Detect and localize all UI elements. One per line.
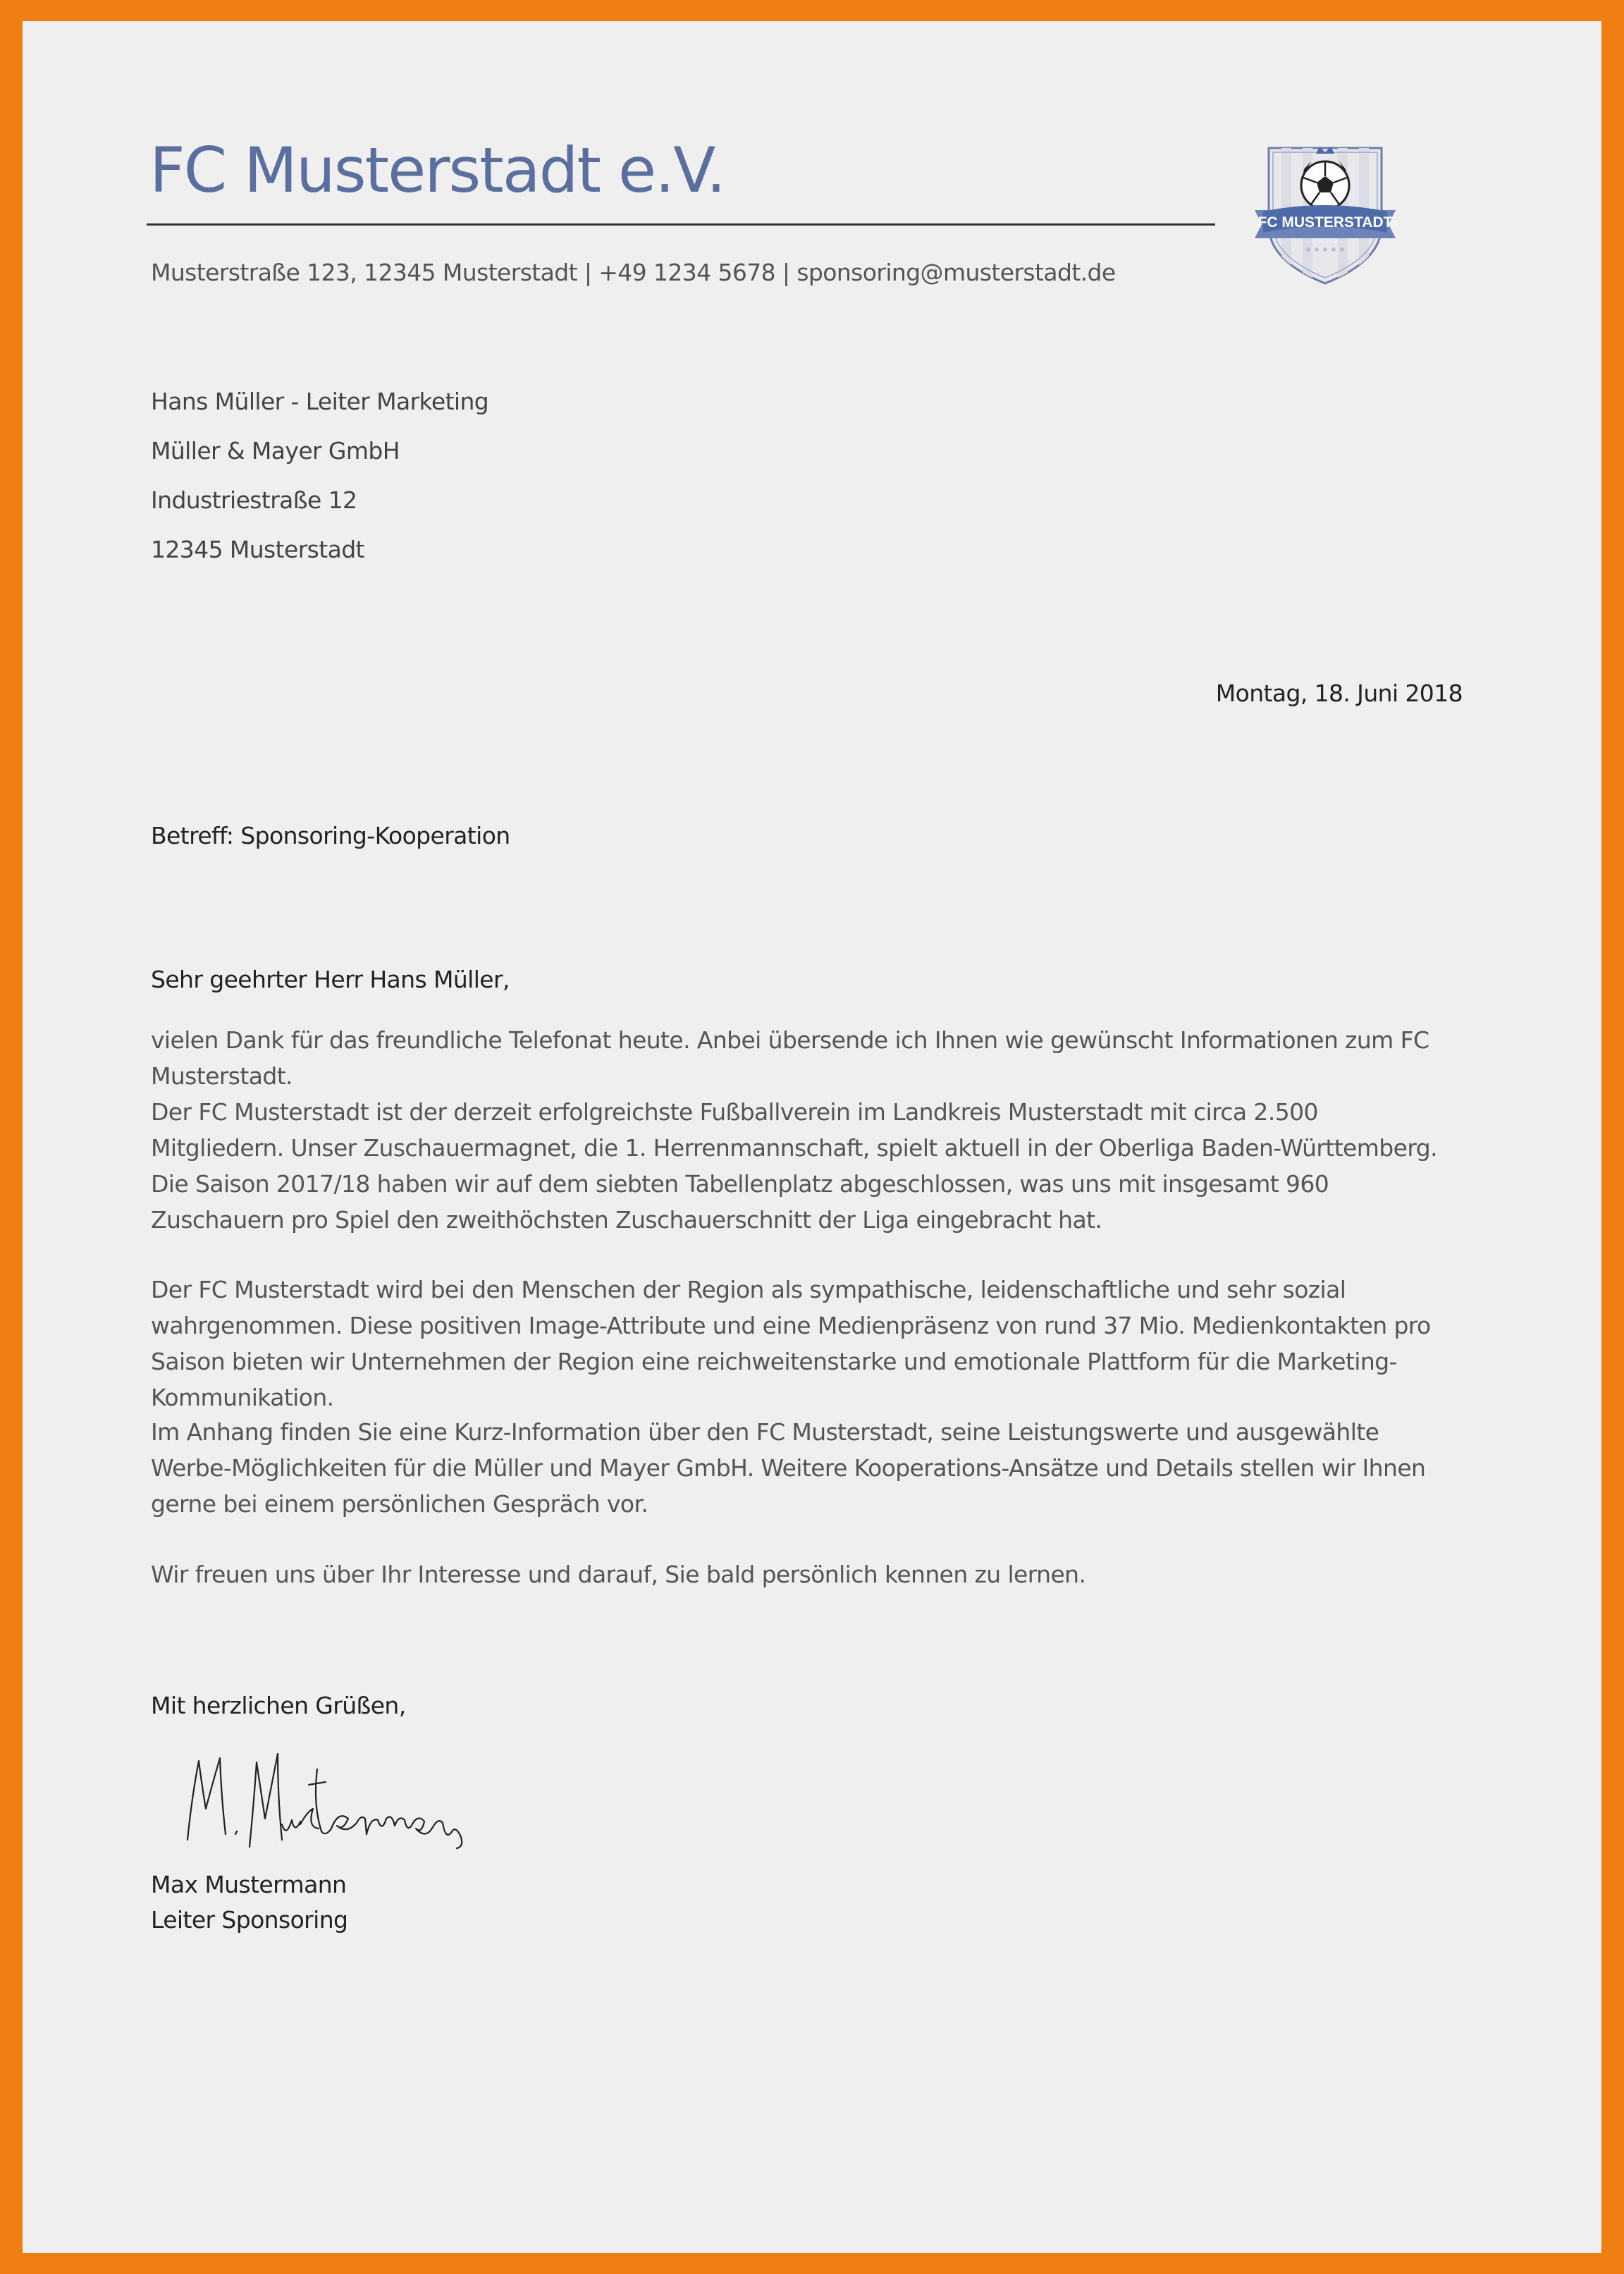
body-paragraph-1: vielen Dank für das freundliche Telefonat heute. Anbei übersende ich Ihnen wie gewünscht Informationen zum FC Musterstadt. [151,1026,1429,1090]
header-divider [147,223,1215,226]
body-paragraph-2: Der FC Musterstadt ist der derzeit erfolgreichste Fußballverein im Landkreis Musterstadt mit circa 2.500 Mitgliedern. Unser Zuschauermagnet, die 1. Herrenmannschaft, spielt aktuell in der Oberliga Baden-Württemberg. Die Saison 2017/18 haben wir auf dem siebten Tabellenplatz abgeschlossen, was uns mit insgesamt 960 Zuschauern pro Spiel den zweithöchsten Zuschauerschnitt der Liga eingebracht hat. [151,1098,1437,1234]
crest-text: FC MUSTERSTADT [1257,214,1393,231]
subject-line: Betreff: Sponsoring-Kooperation [151,822,510,849]
recipient-city-line: 12345 Musterstadt [151,536,364,563]
handwritten-signature [162,1741,472,1861]
sender-name: Max Mustermann [151,1871,347,1898]
club-crest-logo [1248,120,1403,289]
body-paragraph-5: Wir freuen uns über Ihr Interesse und darauf, Sie bald persönlich kennen zu lernen. [151,1561,1086,1588]
recipient-street-line: Industriestraße 12 [151,486,357,514]
contact-line: Musterstraße 123, 12345 Musterstadt | +49 1234 5678 | sponsoring@musterstadt.de [151,259,1116,286]
closing-line: Mit herzlichen Grüßen, [151,1692,406,1719]
body-paragraph-3: Der FC Musterstadt wird bei den Menschen der Region als sympathische, leidenschaftliche und sehr sozial wahrgenommen. Diese positiven Image-Attribute und eine Medienpräsenz von rund 37 Mio. Medienkontakten pro Saison bieten wir Unternehmen der Region eine reichweitenstarke und emotionale Plattform für die Marketing-Kommunikation. [151,1276,1431,1411]
body-paragraph-4: Im Anhang finden Sie eine Kurz-Information über den FC Musterstadt, seine Leistungswerte und ausgewählte Werbe-Möglichkeiten für die Müller und Mayer GmbH. Weitere Kooperations-Ansätze und Details stellen wir Ihnen gerne bei einem persönlichen Gespräch vor. [151,1418,1426,1518]
recipient-name-line: Hans Müller - Leiter Marketing [151,388,489,415]
recipient-company-line: Müller & Mayer GmbH [151,437,400,465]
letter-date: Montag, 18. Juni 2018 [1215,680,1463,707]
club-name: FC Musterstadt e.V. [149,134,725,207]
salutation: Sehr geehrter Herr Hans Müller, [151,966,510,993]
sender-title: Leiter Sponsoring [151,1906,348,1934]
